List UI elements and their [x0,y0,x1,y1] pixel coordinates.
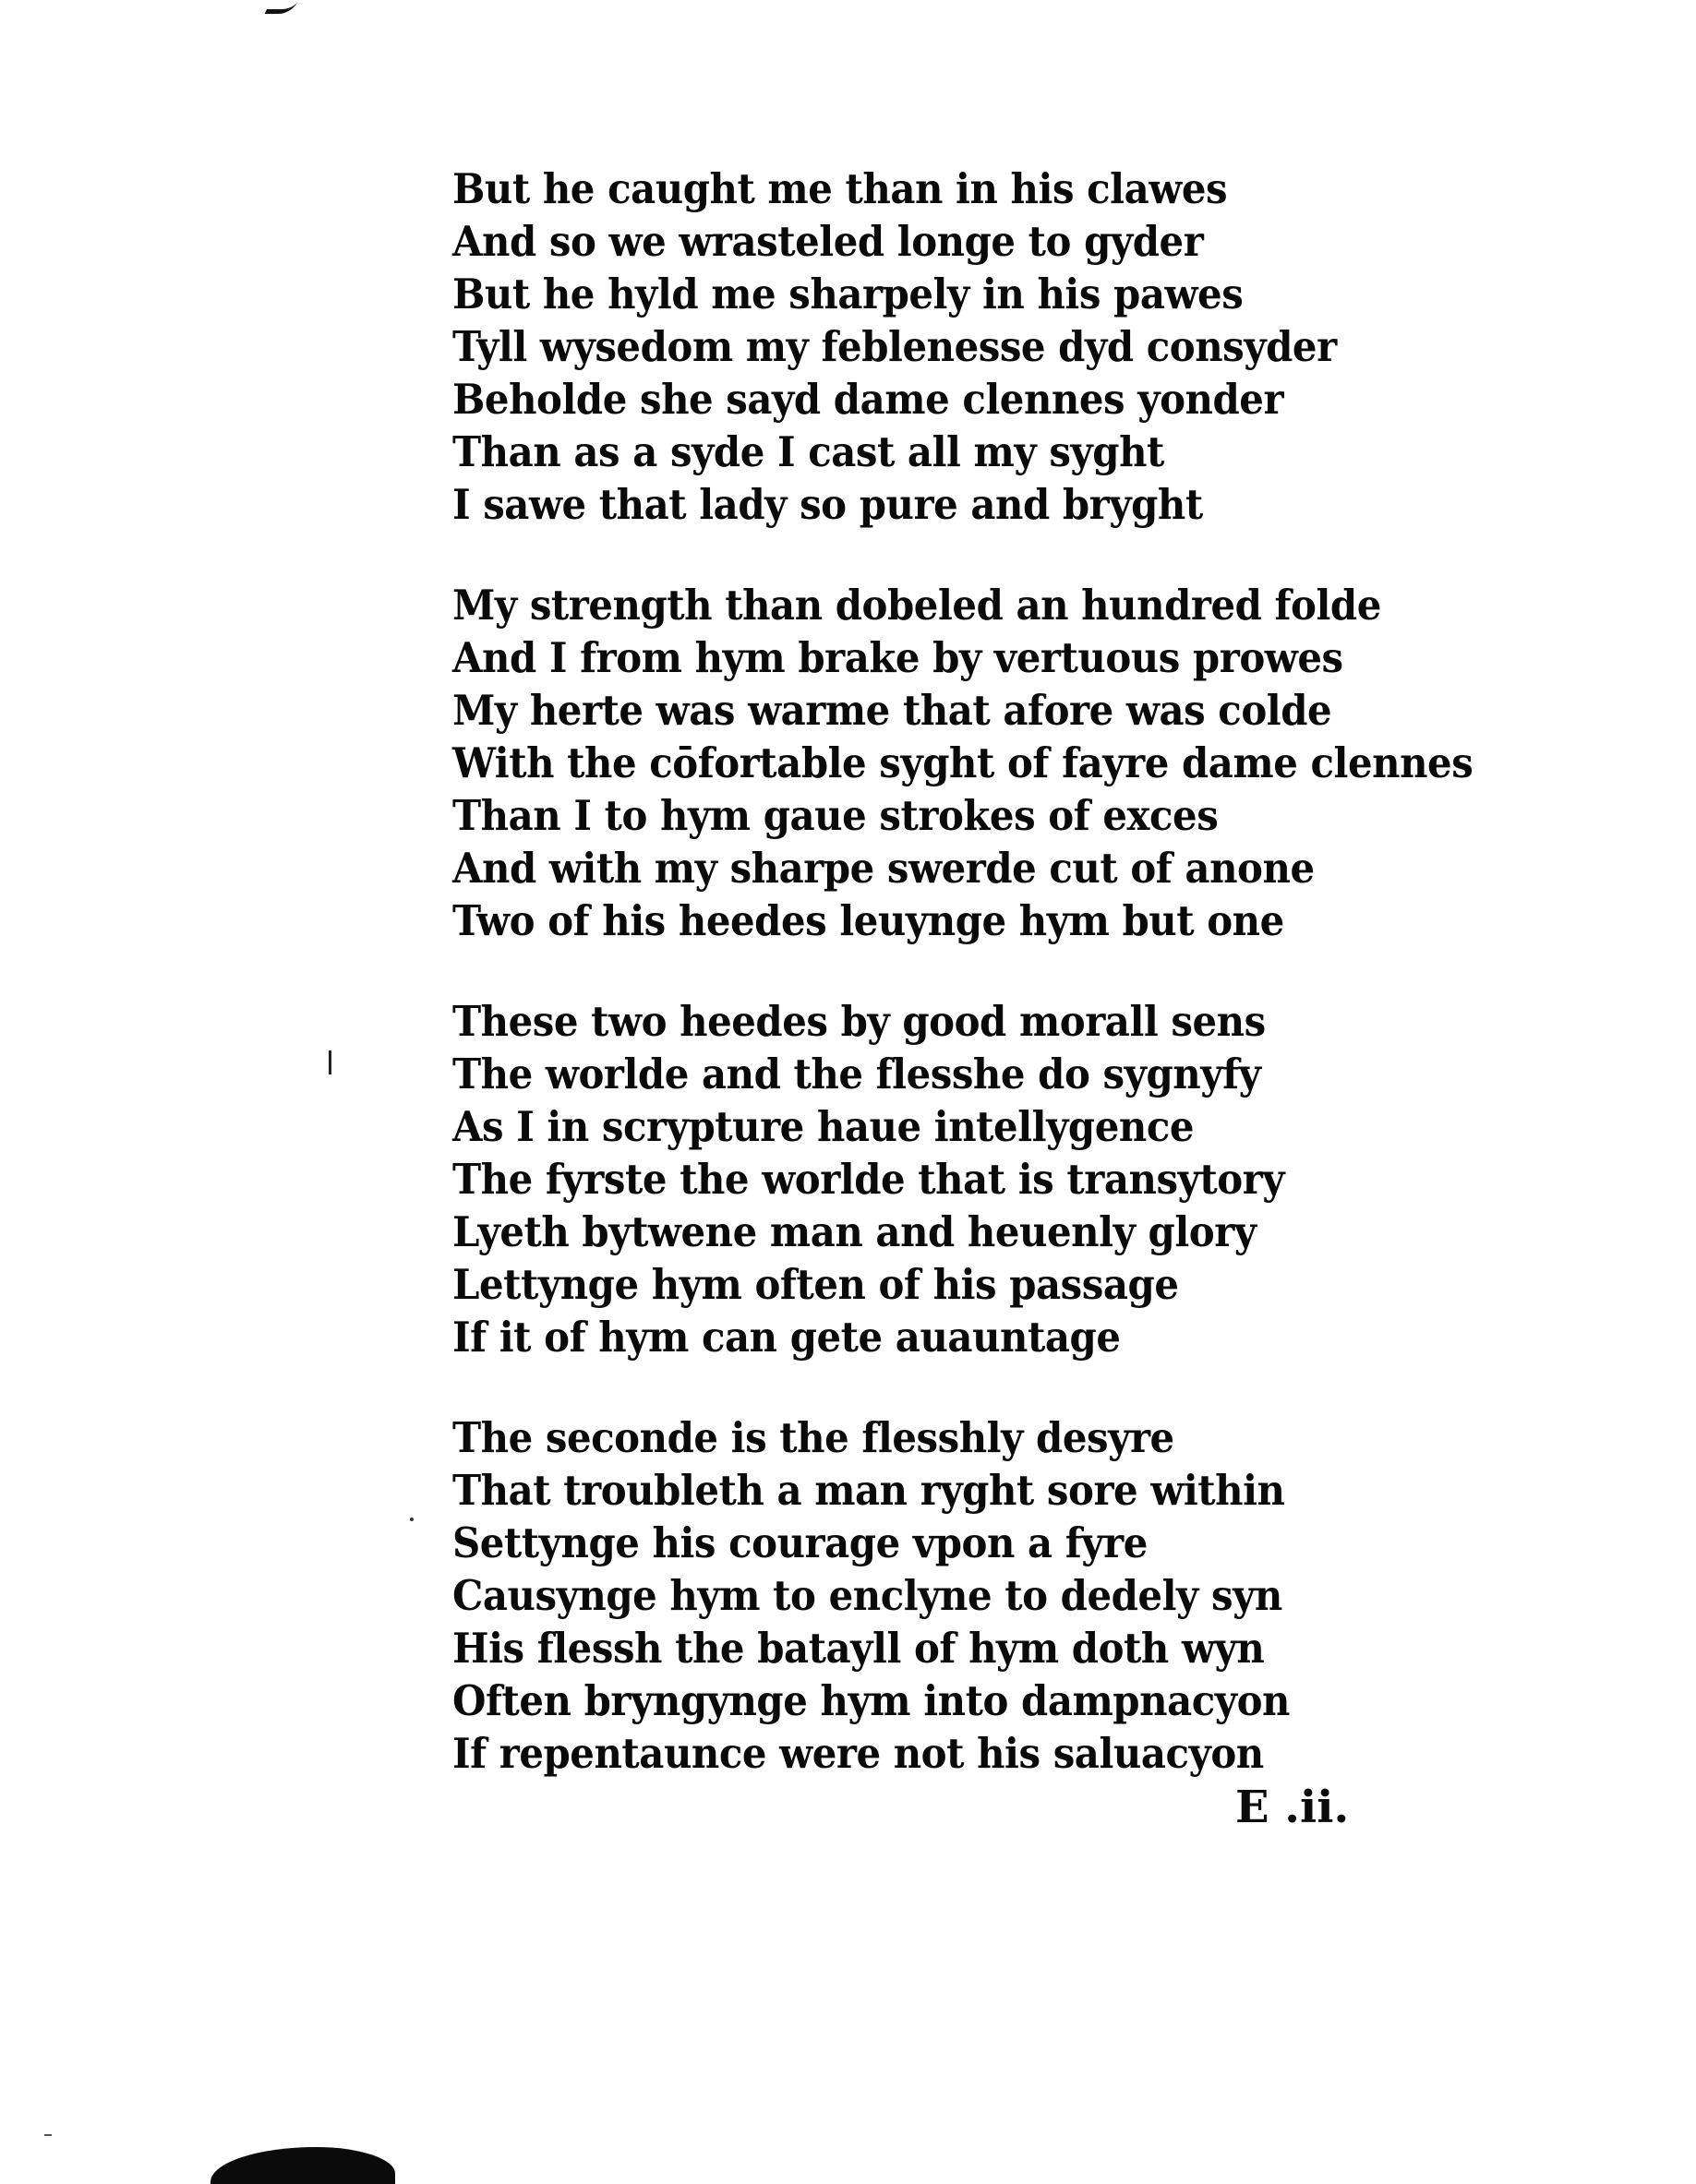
verse-line: If it of hym can gete auauntage [452,1313,1121,1362]
poem-body [452,162,1477,1828]
ink-smudge-bottom [210,2147,395,2184]
verse-line: My herte was warme that afore was colde [452,686,1332,735]
ink-mark-dash [44,2134,52,2136]
verse-line: And so we wrasteled longe to gyder [452,217,1204,266]
verse-line: Settynge his courage vpon a fyre [452,1518,1148,1567]
verse-line: As I in scrypture haue intellygence [452,1102,1195,1151]
verse-line: The seconde is the flesshly desyre [452,1413,1174,1462]
verse-line: With the cōfortable syght of fayre dame clennes [452,738,1473,787]
stanza-3 [452,995,1477,1363]
verse-line: Causynge hym to enclyne to dedely syn [452,1571,1282,1620]
verse-line: Often bryngynge hym into dampnacyon [452,1676,1291,1725]
verse-line: But he hyld me sharpely in his pawes [452,270,1244,318]
ink-mark-tick [329,1050,331,1074]
ink-mark-top [265,0,299,14]
verse-line: My strength than dobeled an hundred folde [452,581,1381,630]
verse-line: Than I to hym gaue strokes of exces [452,791,1219,840]
verse-line: Beholde she sayd dame clennes yonder [452,375,1284,424]
verse-line: And with my sharpe swerde cut of anone [452,844,1315,893]
verse-line: I sawe that lady so pure and bryght [452,480,1203,529]
verse-line: But he caught me than in his clawes [452,164,1228,213]
verse-line: Lettynge hym often of his passage [452,1260,1179,1309]
verse-line: These two heedes by good morall sens [452,997,1266,1046]
signature-mark: E .ii. [1235,1782,1350,1833]
verse-line: Than as a syde I cast all my syght [452,427,1164,476]
verse-line: Two of his heedes leuynge hym but one [452,896,1284,945]
verse-line: And I from hym brake by vertuous prowes [452,633,1343,682]
ink-mark-dot [410,1518,414,1521]
verse-line: That troubleth a man ryght sore within [452,1466,1285,1515]
verse-line: The worlde and the flesshe do sygnyfy [452,1050,1261,1098]
verse-line: Lyeth bytwene man and heuenly glory [452,1207,1257,1256]
stanza-2 [452,579,1477,947]
verse-line: Tyll wysedom my feblenesse dyd consyder [452,322,1337,371]
verse-line: His flessh the batayll of hym doth wyn [452,1624,1265,1673]
verse-line: If repentaunce were not his saluacyon [452,1729,1264,1778]
stanza-4 [452,1411,1477,1780]
verse-line: The fyrste the worlde that is transytory [452,1155,1285,1204]
stanza-1 [452,162,1477,531]
